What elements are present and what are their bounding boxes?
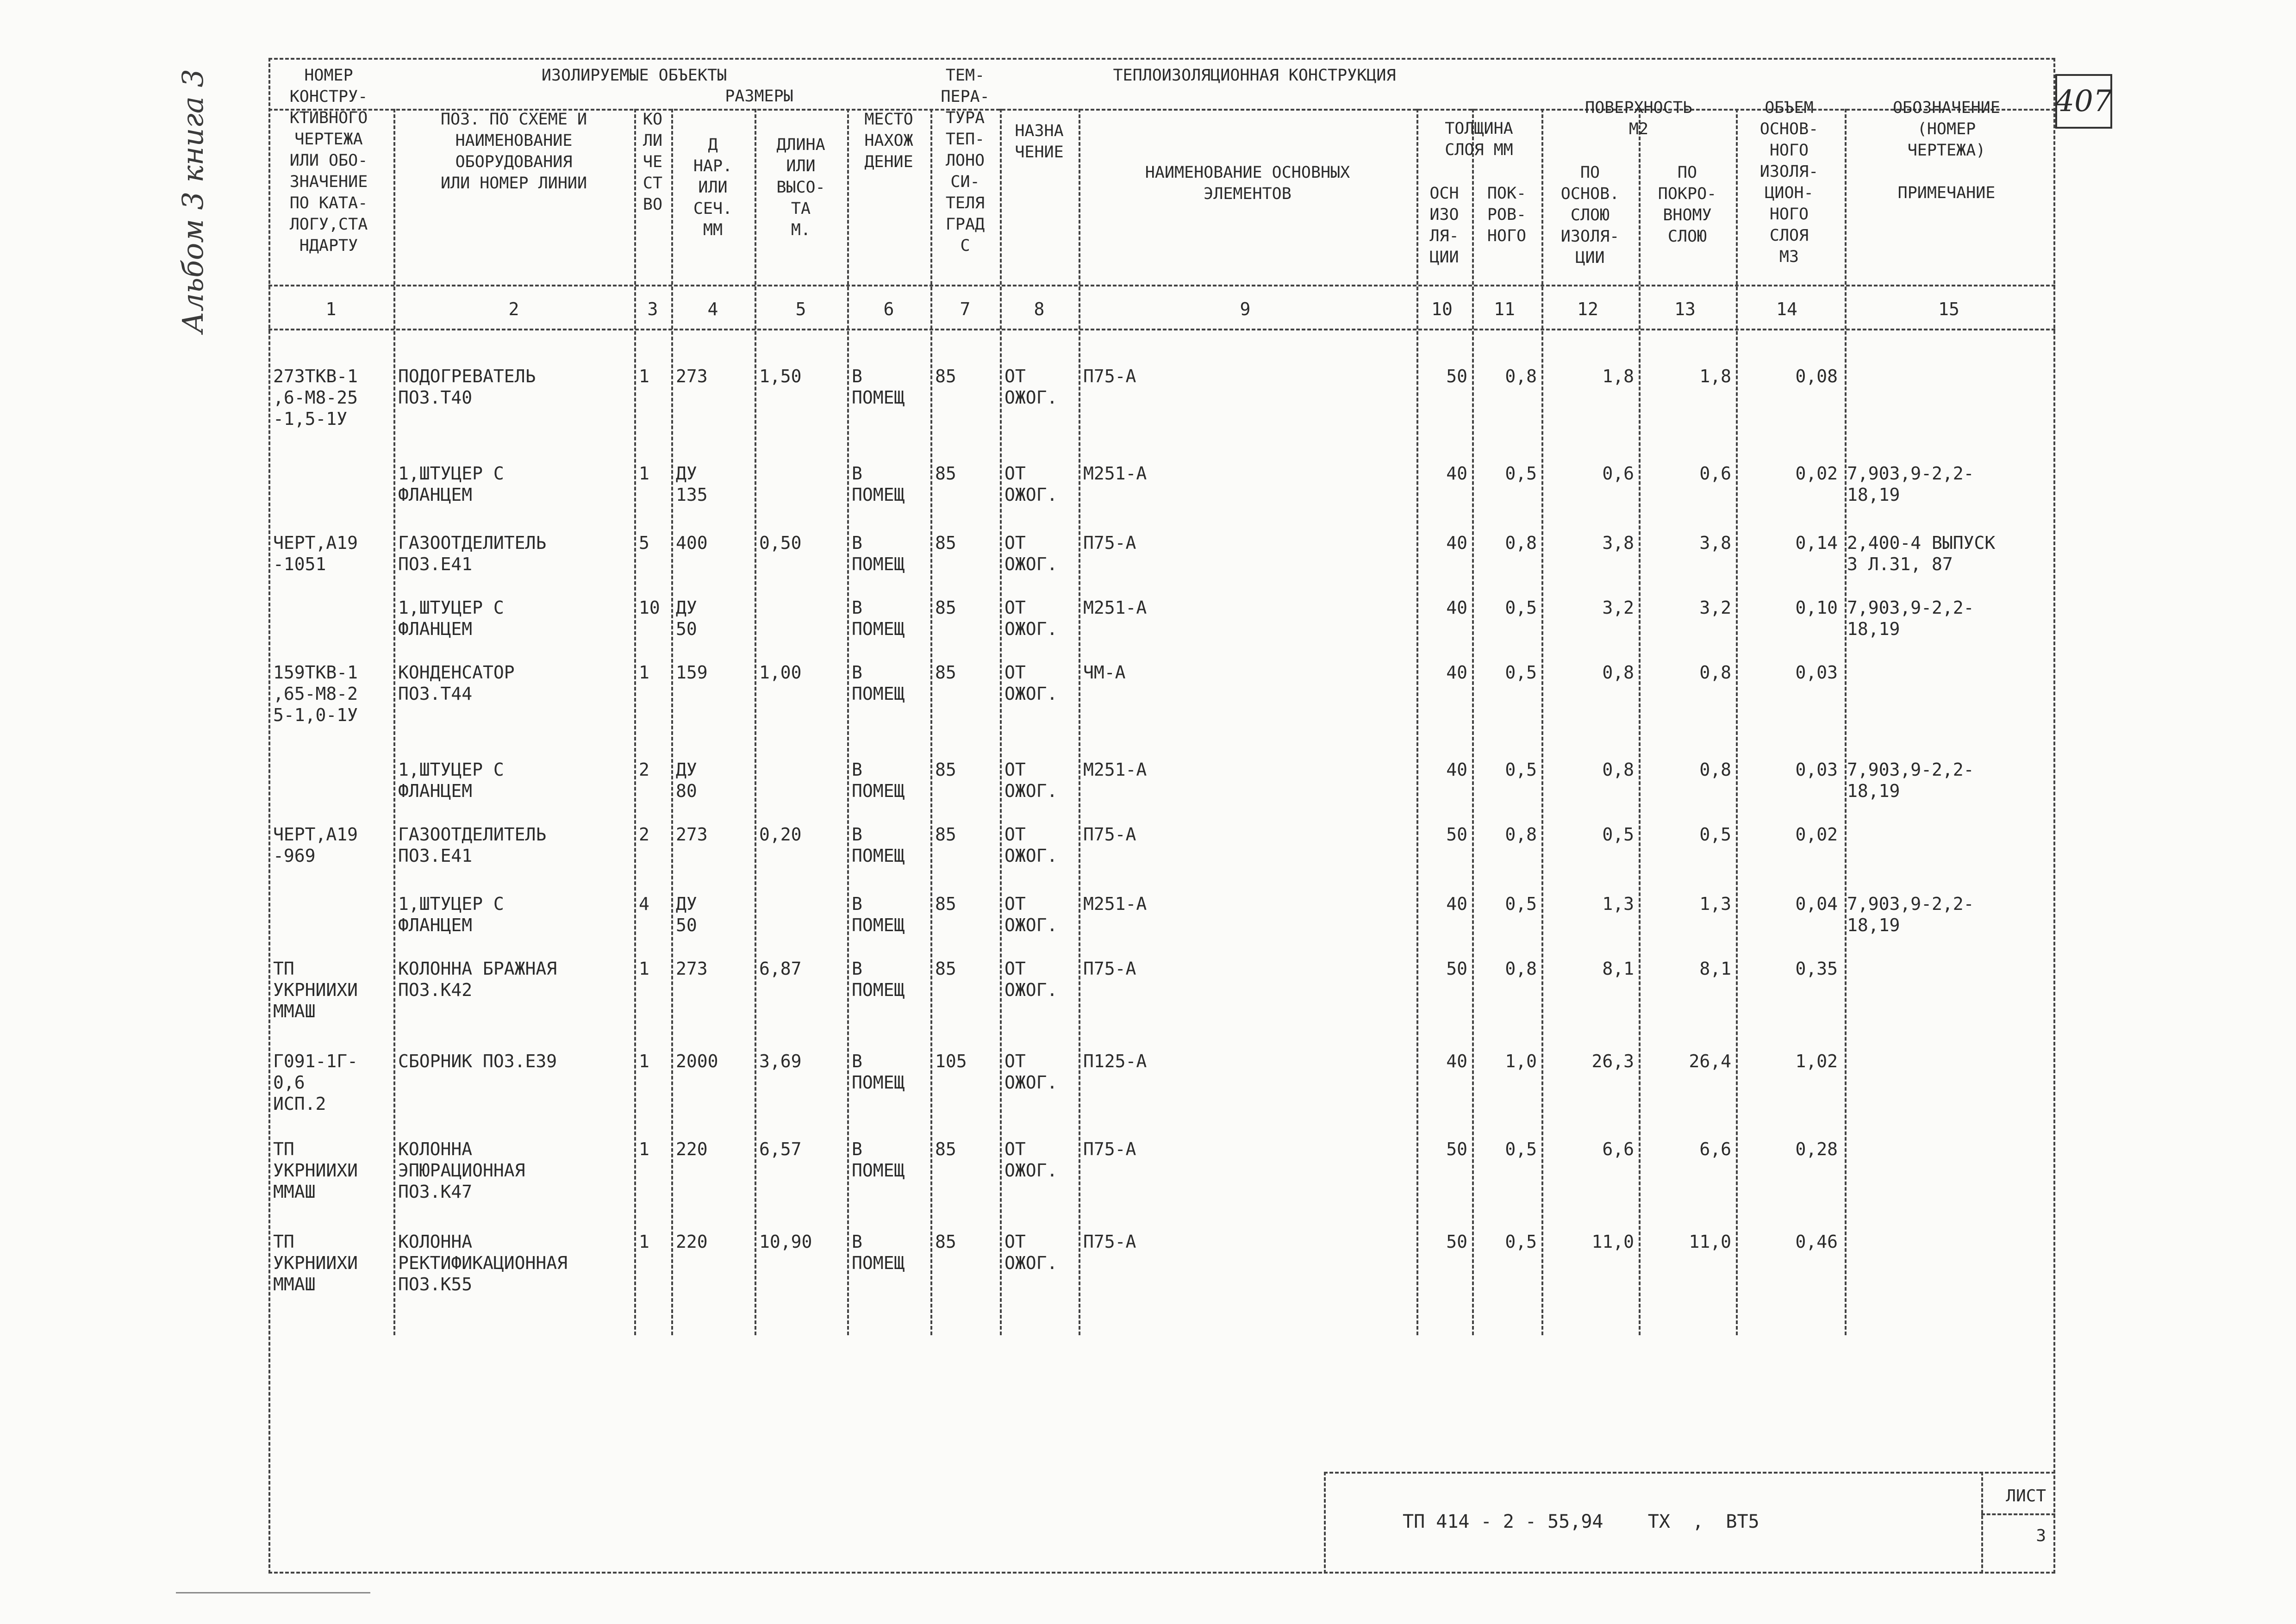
table-cell-col10: 40: [1446, 662, 1467, 683]
table-cell-col2: 1,ШТУЦЕР С ФЛАНЦЕМ: [398, 759, 504, 801]
table-cell-col2: 1,ШТУЦЕР С ФЛАНЦЕМ: [398, 597, 504, 639]
table-cell-col7: 85: [935, 1232, 956, 1252]
column-number: 1: [325, 299, 337, 319]
column-separator: [1000, 109, 1002, 1335]
table-cell-col4: 220: [676, 1139, 708, 1159]
table-cell-col13: 0,6: [1699, 463, 1731, 484]
table-cell-col13: 11,0: [1689, 1232, 1731, 1252]
table-cell-col15: 2,400-4 ВЫПУСК 3 Л.31, 87: [1847, 533, 1996, 574]
table-cell-col7: 85: [935, 533, 956, 553]
table-cell-col9: П75-А: [1083, 533, 1136, 553]
column-number: 6: [883, 299, 894, 319]
table-cell-col6: В ПОМЕЩ: [852, 463, 905, 505]
table-cell-col9: П125-А: [1083, 1051, 1147, 1071]
table-cell-col12: 11,0: [1591, 1232, 1634, 1252]
table-cell-col13: 3,2: [1699, 597, 1731, 618]
header-col2: ПОЗ. ПО СХЕМЕ И НАИМЕНОВАНИЕ ОБОРУДОВАНИЯ ИЛИ НОМЕР ЛИНИИ: [440, 110, 587, 193]
table-cell-col13: 0,8: [1699, 759, 1731, 780]
table-cell-col11: 0,5: [1505, 1139, 1537, 1159]
table-cell-col6: В ПОМЕЩ: [852, 958, 905, 1000]
table-cell-col2: КОЛОННА ЭПЮРАЦИОННАЯ ПОЗ.К47: [398, 1139, 525, 1202]
table-cell-col8: ОТ ОЖОГ.: [1004, 533, 1058, 574]
table-cell-col13: 6,6: [1699, 1139, 1731, 1159]
header-col4: Д НАР. ИЛИ СЕЧ. ММ: [693, 136, 733, 239]
table-cell-col1: ТП УКРНИИХИ ММАШ: [273, 958, 358, 1021]
table-cell-col7: 85: [935, 1139, 956, 1159]
table-cell-col3: 1: [639, 463, 649, 484]
table-cell-col6: В ПОМЕЩ: [852, 366, 905, 408]
header-col10: ОСН ИЗО ЛЯ- ЦИИ: [1429, 184, 1459, 267]
table-cell-col7: 85: [935, 824, 956, 845]
table-cell-col4: ДУ 80: [676, 759, 697, 801]
table-cell-col8: ОТ ОЖОГ.: [1004, 662, 1058, 704]
sheet-label: [1990, 1486, 2046, 1547]
table-cell-col11: 0,5: [1505, 597, 1537, 618]
table-cell-col3: 1: [639, 958, 649, 979]
table-cell-col10: 40: [1446, 759, 1467, 780]
table-cell-col9: П75-А: [1083, 958, 1136, 979]
column-number: 9: [1240, 299, 1251, 319]
table-cell-col11: 0,5: [1505, 463, 1537, 484]
table-cell-col4: 273: [676, 958, 708, 979]
table-cell-col2: КОНДЕНСАТОР ПОЗ.Т44: [398, 662, 515, 704]
title-block-divider: [1981, 1472, 1983, 1574]
column-separator: [634, 109, 636, 1335]
table-cell-col1: ЧЕРТ,А19 -1051: [273, 533, 358, 574]
table-cell-col2: СБОРНИК ПОЗ.Е39: [398, 1051, 557, 1071]
table-cell-col7: 85: [935, 366, 956, 386]
table-cell-col14: 0,28: [1795, 1139, 1838, 1159]
table-cell-col12: 1,8: [1602, 366, 1634, 386]
table-cell-col1: 159ТКВ-1 ,65-М8-2 5-1,0-1У: [273, 662, 358, 725]
table-cell-col5: 6,87: [759, 958, 802, 979]
header-surface-group: ПОВЕРХНОСТЬ М2: [1585, 99, 1692, 138]
table-cell-col10: 40: [1446, 533, 1467, 553]
table-cell-col11: 0,5: [1505, 662, 1537, 683]
table-cell-col12: 3,8: [1602, 533, 1634, 553]
document-code: ТП 414 - 2 - 55,94 ТХ , ВТ5: [1403, 1511, 1759, 1532]
sheet-label-text: ЛИСТ: [2006, 1487, 2046, 1506]
table-cell-col1: Г091-1Г- 0,6 ИСП.2: [273, 1051, 358, 1114]
table-cell-col3: 1: [639, 1232, 649, 1252]
table-cell-col8: ОТ ОЖОГ.: [1004, 824, 1058, 866]
table-cell-col12: 0,6: [1602, 463, 1634, 484]
table-cell-col12: 3,2: [1602, 597, 1634, 618]
table-cell-col15: 7,903,9-2,2- 18,19: [1847, 463, 1974, 505]
table-cell-col7: 85: [935, 958, 956, 979]
table-cell-col6: В ПОМЕЩ: [852, 597, 905, 639]
table-cell-col10: 40: [1446, 463, 1467, 484]
header-col11: ПОК- РОВ- НОГО: [1487, 184, 1527, 245]
table-cell-col12: 26,3: [1591, 1051, 1634, 1071]
column-separator: [393, 109, 395, 1335]
column-number: 12: [1577, 299, 1598, 319]
header-construction-group: ТЕПЛОИЗОЛЯЦИОННАЯ КОНСТРУКЦИЯ: [1113, 66, 1396, 85]
header-sizes-group: РАЗМЕРЫ: [725, 87, 793, 106]
table-cell-col4: 220: [676, 1232, 708, 1252]
column-number: 2: [508, 299, 519, 319]
table-cell-col8: ОТ ОЖОГ.: [1004, 597, 1058, 639]
sheet-number: 3: [2036, 1526, 2046, 1545]
table-cell-col8: ОТ ОЖОГ.: [1004, 1139, 1058, 1181]
table-cell-col4: ДУ 50: [676, 597, 697, 639]
table-cell-col5: 3,69: [759, 1051, 802, 1071]
header-bottom-rule: [268, 285, 2055, 286]
table-cell-col14: 0,46: [1795, 1232, 1838, 1252]
table-cell-col8: ОТ ОЖОГ.: [1004, 894, 1058, 935]
table-cell-col7: 85: [935, 759, 956, 780]
table-cell-col12: 6,6: [1602, 1139, 1634, 1159]
table-cell-col5: 0,20: [759, 824, 802, 845]
table-cell-col10: 50: [1446, 366, 1467, 386]
table-cell-col11: 0,5: [1505, 759, 1537, 780]
table-cell-col15: 7,903,9-2,2- 18,19: [1847, 894, 1974, 935]
table-cell-col8: ОТ ОЖОГ.: [1004, 1051, 1058, 1093]
header-col12: ПО ОСНОВ. СЛОЮ ИЗОЛЯ- ЦИИ: [1560, 163, 1620, 267]
table-cell-col2: КОЛОННА БРАЖНАЯ ПОЗ.К42: [398, 958, 557, 1000]
table-cell-col3: 4: [639, 894, 649, 914]
header-col5: ДЛИНА ИЛИ ВЫСО- ТА М.: [776, 136, 825, 239]
column-number: 14: [1776, 299, 1797, 319]
table-cell-col8: ОТ ОЖОГ.: [1004, 1232, 1058, 1273]
table-cell-col2: 1,ШТУЦЕР С ФЛАНЦЕМ: [398, 894, 504, 935]
table-cell-col12: 0,5: [1602, 824, 1634, 845]
table-cell-col9: П75-А: [1083, 1232, 1136, 1252]
table-cell-col14: 0,08: [1795, 366, 1838, 386]
table-cell-col4: 273: [676, 366, 708, 386]
table-cell-col2: ПОДОГРЕВАТЕЛЬ ПОЗ.Т40: [398, 366, 536, 408]
table-cell-col14: 0,03: [1795, 662, 1838, 683]
header-col7: ТЕМ- ПЕРА- ТУРА ТЕП- ЛОНО СИ- ТЕЛЯ ГРАД С: [941, 66, 990, 255]
table-cell-col11: 1,0: [1505, 1051, 1537, 1071]
table-cell-col4: 400: [676, 533, 708, 553]
column-separator: [755, 109, 756, 1335]
table-cell-col14: 0,03: [1795, 759, 1838, 780]
table-cell-col11: 0,8: [1505, 533, 1537, 553]
column-separator: [847, 109, 849, 1335]
table-cell-col14: 0,14: [1795, 533, 1838, 553]
column-number: 5: [795, 299, 806, 319]
table-cell-col15: 7,903,9-2,2- 18,19: [1847, 759, 1974, 801]
table-cell-col10: 50: [1446, 958, 1467, 979]
table-cell-col7: 85: [935, 463, 956, 484]
header-col9: НАИМЕНОВАНИЕ ОСНОВНЫХ ЭЛЕМЕНТОВ: [1145, 163, 1350, 203]
table-cell-col9: М251-А: [1083, 463, 1147, 484]
table-cell-col5: 1,50: [759, 366, 802, 386]
table-cell-col10: 40: [1446, 597, 1467, 618]
album-margin-note: Альбом 3 книга 3: [176, 69, 210, 333]
table-cell-col12: 0,8: [1602, 759, 1634, 780]
page-number: 407: [2055, 74, 2112, 129]
table-cell-col10: 50: [1446, 824, 1467, 845]
table-cell-col1: 273ТКВ-1 ,6-М8-25 -1,5-1У: [273, 366, 358, 429]
table-cell-col13: 3,8: [1699, 533, 1731, 553]
table-cell-col11: 0,8: [1505, 958, 1537, 979]
column-number: 4: [707, 299, 718, 319]
table-cell-col13: 8,1: [1699, 958, 1731, 979]
column-separator: [930, 109, 932, 1335]
table-cell-col6: В ПОМЕЩ: [852, 533, 905, 574]
table-cell-col10: 50: [1446, 1232, 1467, 1252]
table-cell-col5: 6,57: [759, 1139, 802, 1159]
column-separator: [1845, 109, 1847, 1335]
table-cell-col4: ДУ 50: [676, 894, 697, 935]
table-cell-col8: ОТ ОЖОГ.: [1004, 759, 1058, 801]
table-cell-col11: 0,8: [1505, 366, 1537, 386]
table-cell-col1: ТП УКРНИИХИ ММАШ: [273, 1232, 358, 1294]
scan-mark: [176, 1592, 370, 1593]
table-cell-col2: 1,ШТУЦЕР С ФЛАНЦЕМ: [398, 463, 504, 505]
table-cell-col6: В ПОМЕЩ: [852, 1139, 905, 1181]
table-cell-col6: В ПОМЕЩ: [852, 1051, 905, 1093]
column-number: 13: [1674, 299, 1696, 319]
table-cell-col10: 40: [1446, 894, 1467, 914]
table-cell-col8: ОТ ОЖОГ.: [1004, 366, 1058, 408]
table-cell-col14: 0,02: [1795, 463, 1838, 484]
table-cell-col12: 0,8: [1602, 662, 1634, 683]
table-cell-col8: ОТ ОЖОГ.: [1004, 463, 1058, 505]
header-objects-group: ИЗОЛИРУЕМЫЕ ОБЪЕКТЫ: [541, 66, 727, 85]
header-col3: КО ЛИ ЧЕ СТ ВО: [643, 110, 663, 214]
column-number: 11: [1494, 299, 1515, 319]
table-cell-col7: 105: [935, 1051, 967, 1071]
table-cell-col9: П75-А: [1083, 1139, 1136, 1159]
table-cell-col9: М251-А: [1083, 597, 1147, 618]
column-number: 8: [1034, 299, 1045, 319]
table-cell-col14: 0,10: [1795, 597, 1838, 618]
table-cell-col12: 8,1: [1602, 958, 1634, 979]
column-separator: [1079, 109, 1080, 1335]
table-cell-col14: 1,02: [1795, 1051, 1838, 1071]
table-cell-col5: 1,00: [759, 662, 802, 683]
table-cell-col3: 1: [639, 1051, 649, 1071]
header-col14: ОБЪЕМ ОСНОВ- НОГО ИЗОЛЯ- ЦИОН- НОГО СЛОЯ МЗ: [1759, 99, 1819, 266]
column-number: 10: [1431, 299, 1453, 319]
table-cell-col13: 1,8: [1699, 366, 1731, 386]
table-cell-col10: 40: [1446, 1051, 1467, 1071]
table-cell-col6: В ПОМЕЩ: [852, 894, 905, 935]
table-cell-col2: ГАЗООТДЕЛИТЕЛЬ ПОЗ.Е41: [398, 533, 547, 574]
table-cell-col4: 159: [676, 662, 708, 683]
table-cell-col5: 0,50: [759, 533, 802, 553]
table-cell-col3: 5: [639, 533, 649, 553]
table-cell-col4: 2000: [676, 1051, 718, 1071]
table-cell-col4: 273: [676, 824, 708, 845]
table-cell-col14: 0,35: [1795, 958, 1838, 979]
table-cell-col3: 1: [639, 366, 649, 386]
table-cell-col14: 0,02: [1795, 824, 1838, 845]
table-cell-col3: 10: [639, 597, 660, 618]
table-cell-col7: 85: [935, 662, 956, 683]
table-cell-col9: М251-А: [1083, 759, 1147, 780]
table-cell-col11: 0,5: [1505, 1232, 1537, 1252]
header-col13: ПО ПОКРО- ВНОМУ СЛОЮ: [1658, 163, 1717, 246]
table-cell-col14: 0,04: [1795, 894, 1838, 914]
column-separator: [671, 109, 673, 1335]
table-cell-col7: 85: [935, 597, 956, 618]
table-cell-col1: ТП УКРНИИХИ ММАШ: [273, 1139, 358, 1202]
table-cell-col9: ЧМ-А: [1083, 662, 1126, 683]
table-cell-col2: ГАЗООТДЕЛИТЕЛЬ ПОЗ.Е41: [398, 824, 547, 866]
table-cell-col3: 1: [639, 1139, 649, 1159]
table-cell-col6: В ПОМЕЩ: [852, 1232, 905, 1273]
table-cell-col8: ОТ ОЖОГ.: [1004, 958, 1058, 1000]
table-cell-col9: М251-А: [1083, 894, 1147, 914]
column-number: 7: [960, 299, 971, 319]
table-cell-col6: В ПОМЕЩ: [852, 824, 905, 866]
table-cell-col6: В ПОМЕЩ: [852, 759, 905, 801]
table-cell-col10: 50: [1446, 1139, 1467, 1159]
table-cell-col3: 1: [639, 662, 649, 683]
table-cell-col7: 85: [935, 894, 956, 914]
table-cell-col3: 2: [639, 759, 649, 780]
table-cell-col13: 1,3: [1699, 894, 1731, 914]
header-col15: ОБОЗНАЧЕНИЕ (НОМЕР ЧЕРТЕЖА) ПРИМЕЧАНИЕ: [1893, 99, 2000, 202]
header-col1: НОМЕР КОНСТРУ- КТИВНОГО ЧЕРТЕЖА ИЛИ ОБО- ЗНАЧЕНИЕ ПО КАТА- ЛОГУ,СТА НДАРТУ: [289, 66, 368, 255]
colnum-bottom-rule: [268, 329, 2055, 330]
table-cell-col11: 0,5: [1505, 894, 1537, 914]
table-cell-col13: 0,8: [1699, 662, 1731, 683]
table-cell-col2: КОЛОННА РЕКТИФИКАЦИОННАЯ ПОЗ.К55: [398, 1232, 568, 1294]
table-cell-col9: П75-А: [1083, 366, 1136, 386]
header-col8: НАЗНА ЧЕНИЕ: [1015, 122, 1064, 162]
header-col6: МЕСТО НАХОЖ ДЕНИЕ: [864, 110, 913, 171]
column-number: 15: [1938, 299, 1959, 319]
table-cell-col11: 0,8: [1505, 824, 1537, 845]
table-cell-col3: 2: [639, 824, 649, 845]
column-number: 3: [647, 299, 658, 319]
table-cell-col15: 7,903,9-2,2- 18,19: [1847, 597, 1974, 639]
table-cell-col13: 26,4: [1689, 1051, 1731, 1071]
table-cell-col4: ДУ 135: [676, 463, 708, 505]
table-cell-col1: ЧЕРТ,А19 -969: [273, 824, 358, 866]
table-cell-col5: 10,90: [759, 1232, 812, 1252]
table-cell-col9: П75-А: [1083, 824, 1136, 845]
header-thickness-group: ТОЛЩИНА СЛОЯ ММ: [1445, 119, 1513, 159]
table-cell-col13: 0,5: [1699, 824, 1731, 845]
table-cell-col12: 1,3: [1602, 894, 1634, 914]
table-cell-col6: В ПОМЕЩ: [852, 662, 905, 704]
